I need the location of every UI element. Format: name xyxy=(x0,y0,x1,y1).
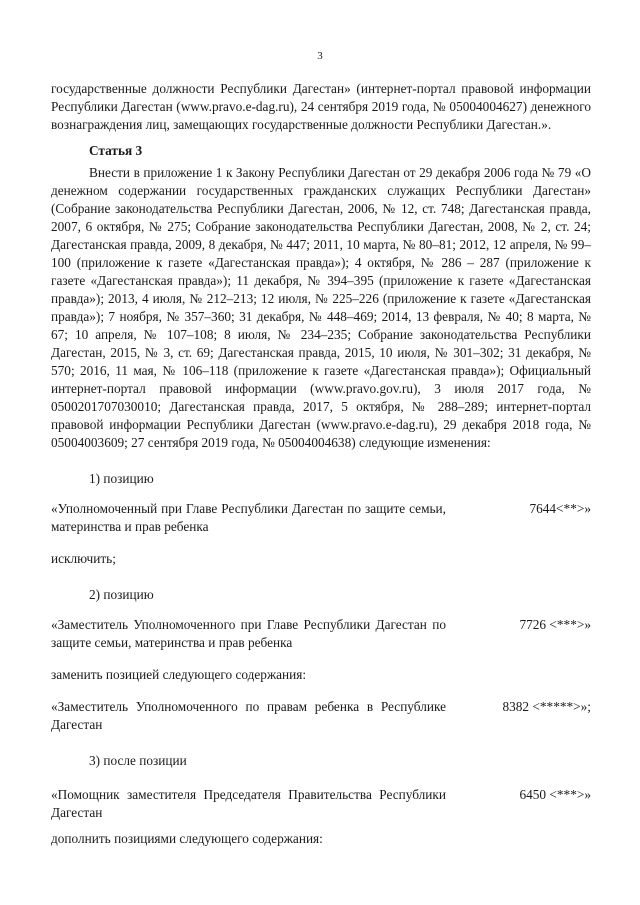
document-body xyxy=(51,80,591,848)
item-3-label: 3) после позиции xyxy=(89,753,187,768)
item-2-new-position xyxy=(51,698,591,734)
item-2-label: 2) позицию xyxy=(89,587,154,602)
item-1-action: исключить; xyxy=(51,551,116,566)
article-heading: Статья 3 xyxy=(89,143,143,158)
item-2-position-value: 7726 <***>» xyxy=(519,617,591,632)
item-2-position xyxy=(51,616,591,652)
item-1-position-text: «Уполномоченный при Главе Республики Дагестан по защите семьи, материнства и прав ребенка xyxy=(51,501,446,534)
item-3-position-value: 6450 <***>» xyxy=(519,787,591,802)
item-2-action: заменить позицией следующего содержания: xyxy=(51,667,307,682)
item-3-position xyxy=(51,786,591,822)
intro-paragraph: государственные должности Республики Дагестан» (интернет-портал правовой информации Республики Дагестан (www.pravo.e-dag.ru), 24 сентября 2019 года, № 05004004627) денежного вознаграждения лиц, замещающих государственные должности Республики Дагестан.». xyxy=(51,81,591,132)
item-3-action: дополнить позициями следующего содержания: xyxy=(51,831,323,846)
item-3-position-text: «Помощник заместителя Председателя Правительства Республики Дагестан xyxy=(51,787,446,820)
item-1-label: 1) позицию xyxy=(89,471,154,486)
item-2-new-position-text: «Заместитель Уполномоченного по правам ребенка в Республике Дагестан xyxy=(51,699,446,732)
item-1-position-value: 7644<**>» xyxy=(529,501,591,516)
article-paragraph: Внести в приложение 1 к Закону Республики Дагестан от 29 декабря 2006 года № 79 «О денежном содержании государственных гражданских служащих Республики Дагестан» (Собрание законодательства Республики Дагестан, 2006, № 12, ст. 748; Дагестанская правда, 2007, 6 октября, № 275; Собрание законодательства Республики Дагестан, 2008, № 2, ст. 24; Дагестанская правда, 2009, 8 декабря, № 447; 2011, 10 марта, № 80–81; 2012, 12 апреля, № 99–100 (приложение к газете «Дагестанская правда»); 4 октября, № 286 – 287 (приложение к газете «Дагестанская правда»); 11 декабря, № 394–395 (приложение к газете «Дагестанская правда»); 2013, 4 июля, № 212–213; 12 июля, № 225–226 (приложение к газете «Дагестанская правда»); 7 ноября, № 357–360; 31 декабря, № 448–469; 2014, 13 февраля, № 40; 8 марта, № 67; 10 апреля, № 107–108; 8 июля, № 234–235; Собрание законодательства Республики Дагестан, 2015, № 3, ст. 69; Дагестанская правда, 2015, 10 июля, № 301–302; 31 декабря, № 570; 2016, 11 мая, № 106–118 (приложение к газете «Дагестанская правда»); Официальный интернет-портал правовой информации (www.pravo.gov.ru), 3 июля 2017 года, № 0500201707030010; Дагестанская правда, 2017, 5 октября, № 288–289; интернет-портал правовой информации Республики Дагестан (www.pravo.e-dag.ru), 29 декабря 2018 года, № 05004003609; 27 сентября 2019 года, № 05004004638) следующие изменения: xyxy=(51,165,591,450)
item-2-new-position-value: 8382 <*****>»; xyxy=(502,699,591,714)
item-1-position xyxy=(51,500,591,536)
page-number: 3 xyxy=(317,50,323,62)
item-2-position-text: «Заместитель Уполномоченного при Главе Республики Дагестан по защите семьи, материнства и прав ребенка xyxy=(51,617,446,650)
